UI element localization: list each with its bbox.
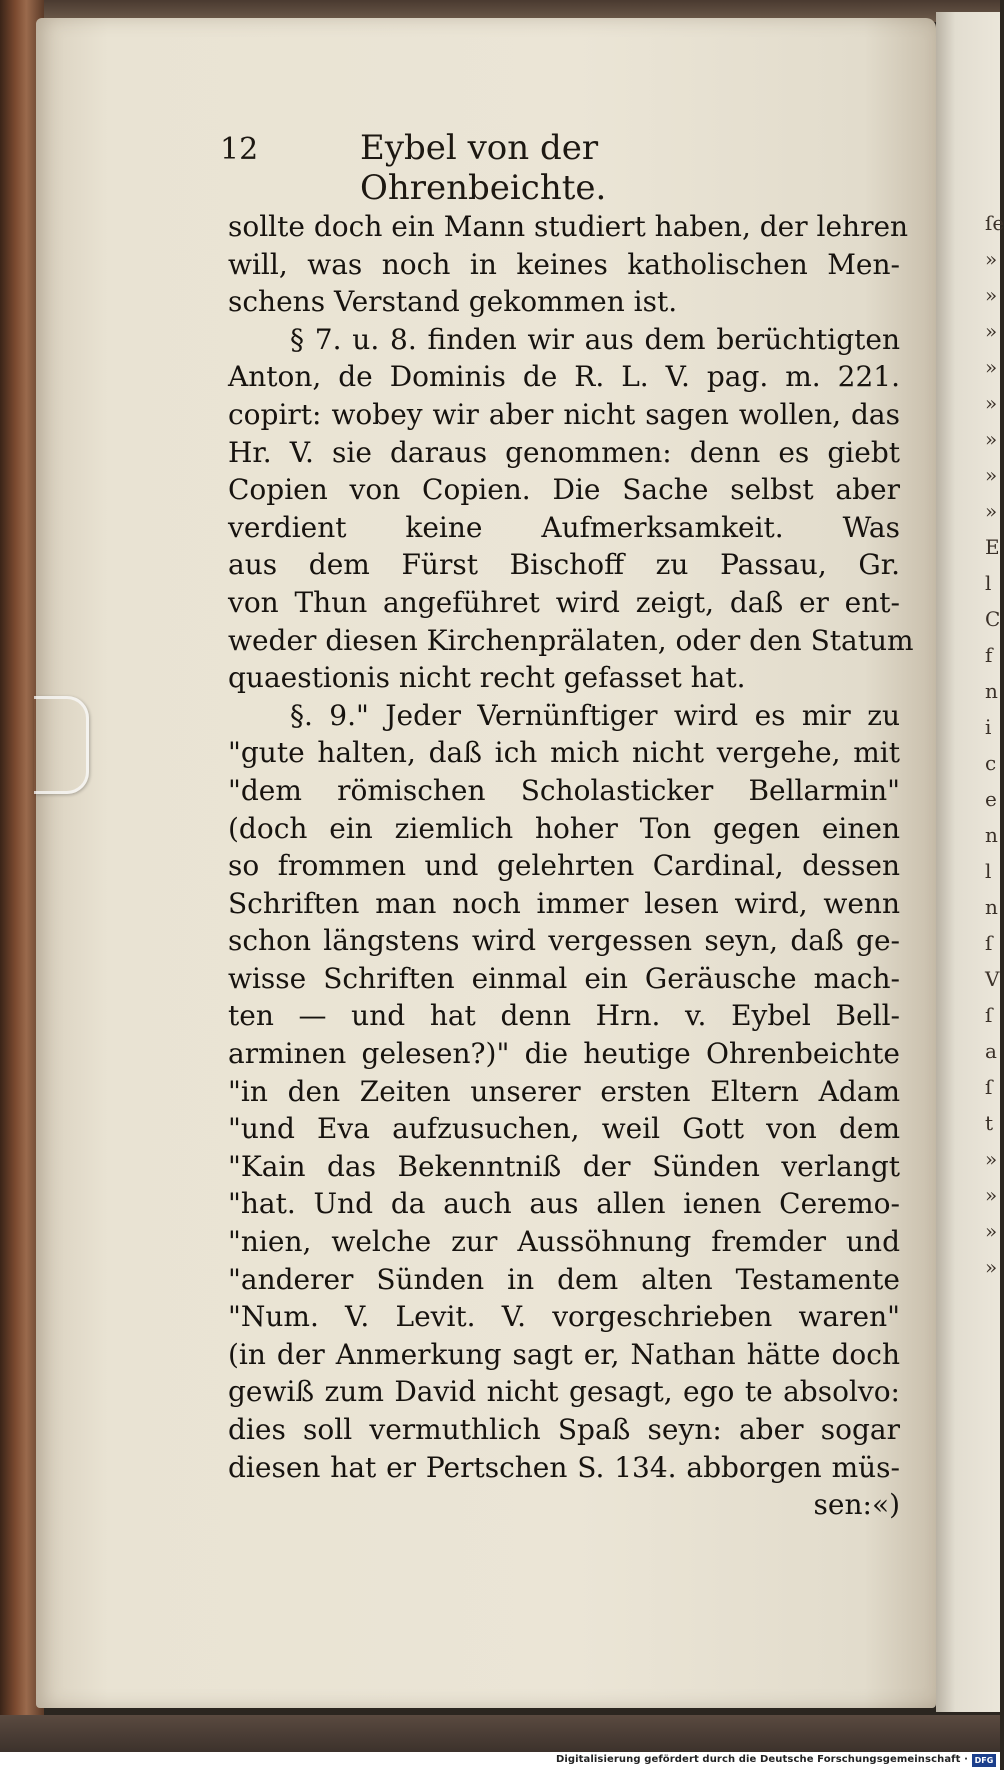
facing-page-glyph: a [985, 1039, 997, 1063]
facing-page-glyph: » [985, 1183, 998, 1207]
facing-page-glyph: » [985, 1255, 998, 1279]
facing-page-glyph: n [985, 895, 998, 919]
text-line: quaestionis nicht recht gefasset hat. [228, 661, 746, 695]
text-line: "gute halten, daß ich mich nicht vergehe, mit [228, 736, 900, 770]
facing-page-glyph: f [985, 643, 993, 667]
text-line: aus dem Fürst Bischoff zu Passau, Gr. [228, 548, 900, 582]
text-line: weder diesen Kirchenprälaten, oder den Statum [228, 623, 914, 657]
facing-page-glyph: i [985, 715, 992, 739]
text-line: will, was noch in keines katholischen Men- [228, 247, 900, 281]
facing-page-glyph: e [985, 787, 997, 811]
facing-page-glyph: » [985, 319, 998, 343]
text-line: "Kain das Bekenntniß der Sünden verlangt [228, 1149, 900, 1183]
digitization-footer [0, 1752, 1000, 1770]
text-line: sollte doch ein Mann studiert haben, der lehren [228, 210, 909, 243]
dfg-logo: DFG [972, 1754, 996, 1767]
text-line: (doch ein ziemlich hoher Ton gegen einen [228, 811, 900, 845]
text-line: "anderer Sünden in dem alten Testamente [228, 1262, 900, 1296]
facing-page-glyph: n [985, 679, 998, 703]
page-header [220, 128, 800, 208]
text-line: schon längstens wird vergessen seyn, daß ge- [228, 924, 900, 958]
text-line: "und Eva aufzusuchen, weil Gott von dem [228, 1112, 900, 1146]
facing-page-glyph: ſ [985, 1003, 993, 1027]
text-line: von Thun angeführet wird zeigt, daß er ent- [228, 585, 900, 619]
text-line: gewiß zum David nicht gesagt, ego te absolvo: [228, 1375, 900, 1409]
footer-credit: Digitalisierung gefördert durch die Deutsche Forschungsgemeinschaft · [555, 1754, 968, 1765]
facing-page-glyph: ſ [985, 931, 993, 955]
facing-page-glyph: » [985, 247, 998, 271]
text-line: copirt: wobey wir aber nicht sagen wollen, das [228, 397, 900, 431]
facing-page-glyph: c [985, 751, 997, 775]
facing-page-glyph: » [985, 283, 998, 307]
text-line: Copien von Copien. Die Sache selbst aber [228, 473, 900, 507]
facing-page-glyph: ſ [985, 1075, 993, 1099]
text-line: arminen gelesen?)" die heutige Ohrenbeichte [228, 1037, 900, 1071]
facing-page-glyph: V [985, 967, 1000, 991]
scan-bottom-edge [0, 1715, 1000, 1755]
running-head: Eybel von der Ohrenbeichte. [360, 128, 607, 208]
page-body-text [228, 208, 914, 1524]
text-line: diesen hat er Pertschen S. 134. abborgen müs- [228, 1450, 900, 1484]
text-line: "dem römischen Scholasticker Bellarmin" [228, 773, 900, 807]
text-line: dies soll vermuthlich Spaß seyn: aber sogar [228, 1413, 900, 1446]
text-line: "hat. Und da auch aus allen ienen Ceremo- [228, 1187, 900, 1221]
facing-page-glyph: ſe [985, 211, 1004, 235]
facing-page-glyph: n [985, 823, 998, 847]
text-line: § 7. u. 8. finden wir aus dem berüchtigten [290, 322, 900, 356]
text-line: wisse Schriften einmal ein Geräusche mach- [228, 961, 900, 995]
text-line: (in der Anmerkung sagt er, Nathan hätte doch [228, 1337, 900, 1371]
text-line: ten — und hat denn Hrn. v. Eybel Bell- [228, 999, 900, 1033]
text-line: "in den Zeiten unserer ersten Eltern Adam [228, 1074, 900, 1108]
facing-page-glyph: » [985, 499, 998, 523]
text-line: Hr. V. sie daraus genommen: denn es giebt [228, 435, 900, 469]
facing-page-glyph: C [985, 607, 1001, 631]
facing-page-glyph: » [985, 427, 998, 451]
facing-page-glyphs [985, 205, 1004, 1285]
facing-page-glyph: E [985, 535, 1000, 559]
text-line: Schriften man noch immer lesen wird, wenn [228, 886, 900, 920]
facing-page-glyph: l [985, 571, 992, 595]
text-line: sen:«) [813, 1488, 900, 1522]
page-number: 12 [220, 132, 259, 167]
text-line: Anton, de Dominis de R. L. V. pag. m. 221. [228, 360, 900, 394]
text-line: so frommen und gelehrten Cardinal, dessen [228, 849, 900, 883]
text-line: schens Verstand gekommen ist. [228, 285, 678, 319]
page-clip [34, 696, 89, 794]
facing-page-glyph: » [985, 391, 998, 415]
facing-page-glyph: » [985, 355, 998, 379]
facing-page-glyph: » [985, 463, 998, 487]
facing-page-glyph: t [985, 1111, 994, 1135]
text-line: "Num. V. Levit. V. vorgeschrieben waren" [228, 1300, 900, 1334]
text-line: §. 9." Jeder Vernünftiger wird es mir zu [290, 698, 900, 732]
facing-page-glyph: » [985, 1219, 998, 1243]
text-line: "nien, welche zur Aussöhnung fremder und [228, 1225, 900, 1259]
facing-page-glyph: » [985, 1147, 998, 1171]
facing-page-glyph: l [985, 859, 992, 883]
text-line: verdient keine Aufmerksamkeit. Was [228, 510, 900, 544]
